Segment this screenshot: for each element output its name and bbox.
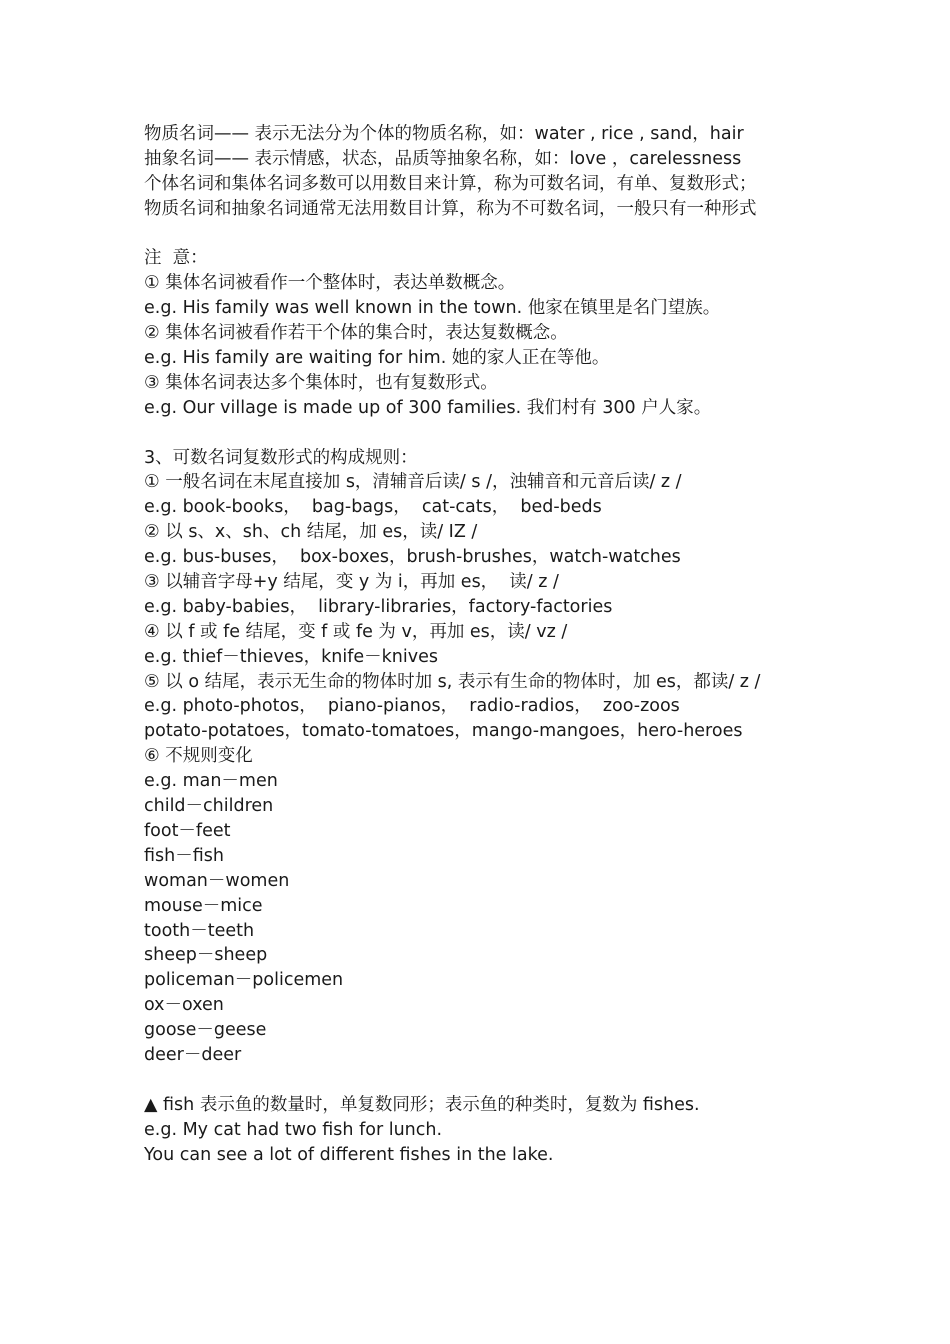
rule-line: ③ 以辅音字母+y 结尾，变 y 为 i，再加 es， 读/ z / (144, 572, 559, 593)
document-page (144, 122, 844, 1167)
example-line: e.g. baby-babies， library-libraries，factory-factories (144, 596, 613, 617)
text-line: 个体名词和集体名词多数可以用数目来计算，称为可数名词，有单、复数形式； (144, 173, 757, 194)
note-heading: 注 意： (144, 248, 208, 269)
example-line: fish－fish (144, 845, 224, 866)
rule-line: ④ 以 f 或 fe 结尾，变 f 或 fe 为 v，再加 es，读/ vz / (144, 621, 568, 642)
blank-line (144, 1068, 844, 1093)
example-line: e.g. My cat had two fish for lunch. (144, 1119, 443, 1140)
example-line: e.g. bus-buses， box-boxes，brush-brushes，watch-watches (144, 547, 681, 568)
example-line: deer－deer (144, 1044, 242, 1065)
section-heading: 3、可数名词复数形式的构成规则： (144, 447, 418, 468)
example-line: foot－feet (144, 820, 231, 841)
example-line: e.g. man－men (144, 771, 278, 792)
example-line: mouse－mice (144, 895, 263, 916)
rule-line: ⑤ 以 o 结尾，表示无生命的物体时加 s, 表示有生命的物体时，加 es，都读/ z / (144, 671, 761, 692)
example-line: policeman－policemen (144, 970, 344, 991)
example-line: potato-potatoes，tomato-tomatoes，mango-mangoes，hero-heroes (144, 721, 743, 742)
blank-line (144, 421, 844, 446)
intro-section (144, 122, 844, 222)
text-line: 物质名词—— 表示无法分为个体的物质名称，如：water , rice , sand，hair (144, 124, 744, 144)
blank-line (144, 222, 844, 247)
example-line: child－children (144, 796, 274, 817)
example-line: tooth－teeth (144, 920, 255, 941)
text-line: ① 集体名词被看作一个整体时，表达单数概念。 (144, 273, 516, 294)
text-line: ② 集体名词被看作若干个体的集合时，表达复数概念。 (144, 323, 568, 344)
rule-line: ② 以 s、x、sh、ch 结尾，加 es，读/ IZ / (144, 522, 478, 543)
fish-note-section (144, 1093, 844, 1168)
example-line: goose－geese (144, 1020, 267, 1041)
example-line: e.g. His family are waiting for him. 她的家人正在等他。 (144, 348, 610, 369)
text-line: ③ 集体名词表达多个集体时，也有复数形式。 (144, 372, 498, 393)
example-line: e.g. photo-photos， piano-pianos， radio-radios， zoo-zoos (144, 696, 680, 717)
example-line: e.g. thief－thieves，knife－knives (144, 646, 438, 667)
note-section (144, 246, 844, 420)
text-line: 抽象名词—— 表示情感，状态，品质等抽象名称，如：love ，carelessness (144, 148, 742, 169)
example-line: ox－oxen (144, 995, 224, 1016)
text-line: 物质名词和抽象名词通常无法用数目计算，称为不可数名词，一般只有一种形式 (144, 198, 757, 219)
example-line: You can see a lot of different fishes in the lake. (144, 1144, 554, 1165)
rule-line: ⑥ 不规则变化 (144, 746, 253, 767)
example-line: woman－women (144, 870, 290, 891)
example-line: e.g. book-books， bag-bags， cat-cats， bed-beds (144, 497, 602, 518)
example-line: e.g. Our village is made up of 300 families. 我们村有 300 户人家。 (144, 397, 712, 418)
example-line: sheep－sheep (144, 945, 268, 966)
plural-rules-section (144, 446, 844, 1068)
example-line: e.g. His family was well known in the town. 他家在镇里是名门望族。 (144, 298, 721, 319)
note-line: ▲ fish 表示鱼的数量时，单复数同形；表示鱼的种类时，复数为 fishes. (144, 1094, 700, 1115)
rule-line: ① 一般名词在末尾直接加 s，清辅音后读/ s /，浊辅音和元音后读/ z / (144, 472, 682, 493)
